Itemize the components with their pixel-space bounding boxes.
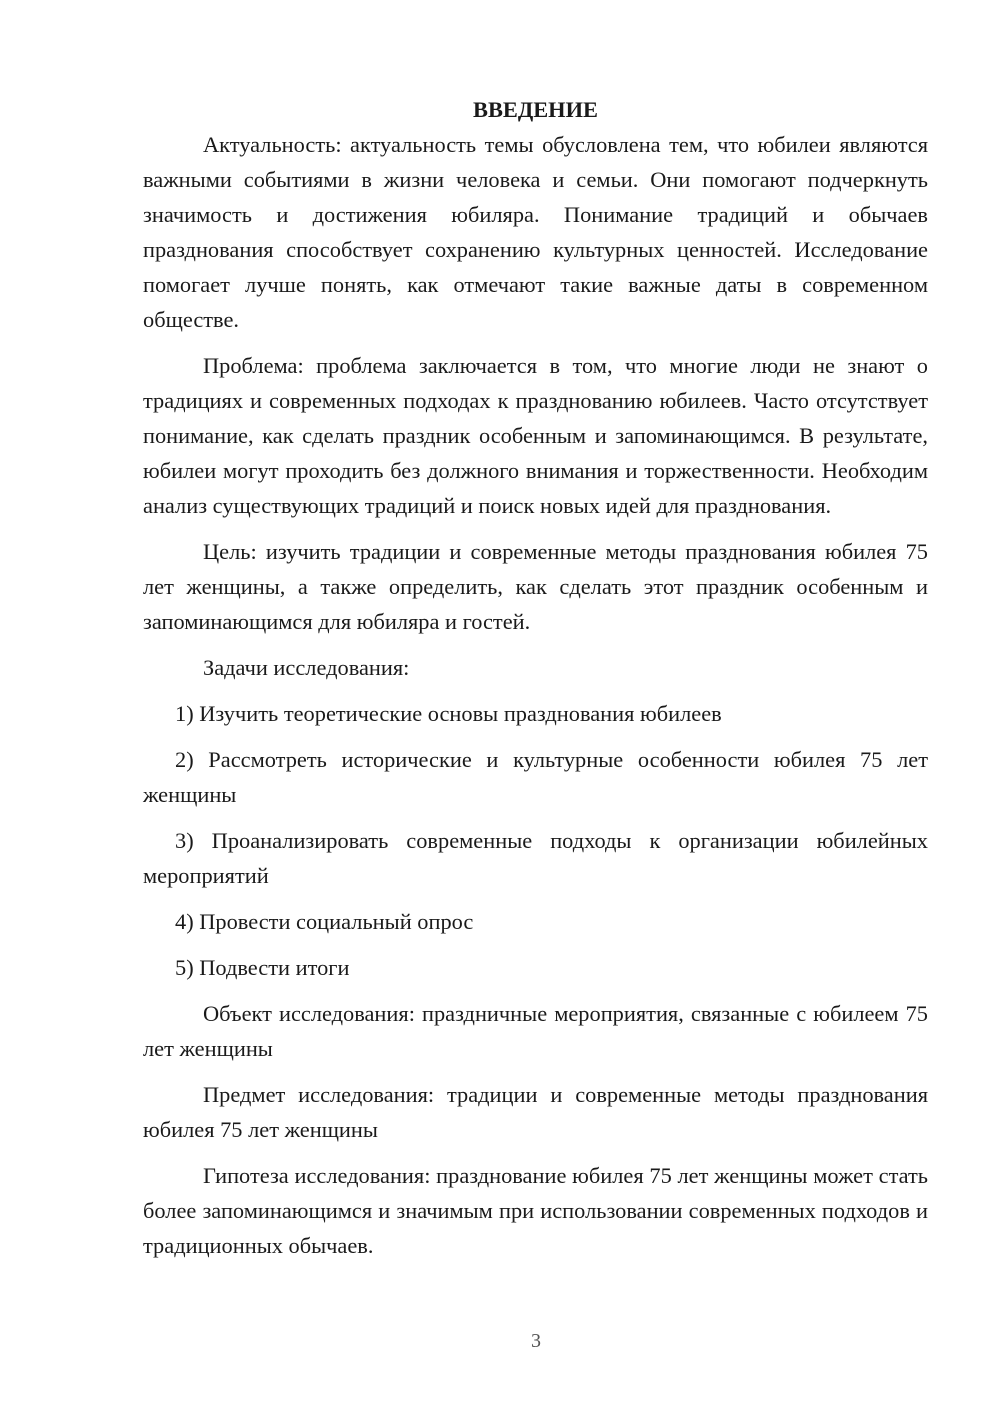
object-paragraph: Объект исследования: праздничные мероприятия, связанные с юбилеем 75 лет женщины: [143, 1001, 928, 1061]
task-item-5: 5) Подвести итоги: [175, 955, 350, 980]
goal-paragraph: Цель: изучить традиции и современные методы празднования юбилея 75 лет женщины, а также определить, как сделать этот праздник особенным и запоминающимся для юбиляра и гостей.: [143, 539, 928, 634]
task-item-4: 4) Провести социальный опрос: [175, 909, 474, 934]
page-title: ВВЕДЕНИЕ: [473, 97, 598, 122]
subject-paragraph: Предмет исследования: традиции и современные методы празднования юбилея 75 лет женщины: [143, 1082, 928, 1142]
page-number: 3: [531, 1330, 541, 1352]
task-item-1: 1) Изучить теоретические основы празднования юбилеев: [175, 701, 722, 726]
document-page: [143, 92, 928, 1274]
problem-paragraph: Проблема: проблема заключается в том, что многие люди не знают о традициях и современных подходах к празднованию юбилеев. Часто отсутствует понимание, как сделать праздник особенным и запоминающимся. В результате, юбилеи могут проходить без должного внимания и торжественности. Необходим анализ существующих традиций и поиск новых идей для празднования.: [143, 353, 928, 518]
relevance-paragraph: Актуальность: актуальность темы обусловлена тем, что юбилеи являются важными событиями в жизни человека и семьи. Они помогают подчеркнуть значимость и достижения юбиляра. Понимание традиций и обычаев празднования способствует сохранению культурных ценностей. Исследование помогает лучше понять, как отмечают такие важные даты в современном обществе.: [143, 132, 928, 332]
tasks-heading: Задачи исследования:: [203, 655, 410, 680]
task-item-3: 3) Проанализировать современные подходы к организации юбилейных мероприятий: [143, 828, 928, 888]
task-item-2: 2) Рассмотреть исторические и культурные особенности юбилея 75 лет женщины: [143, 747, 928, 807]
hypothesis-paragraph: Гипотеза исследования: празднование юбилея 75 лет женщины может стать более запоминающимся и значимым при использовании современных подходов и традиционных обычаев.: [143, 1163, 928, 1258]
